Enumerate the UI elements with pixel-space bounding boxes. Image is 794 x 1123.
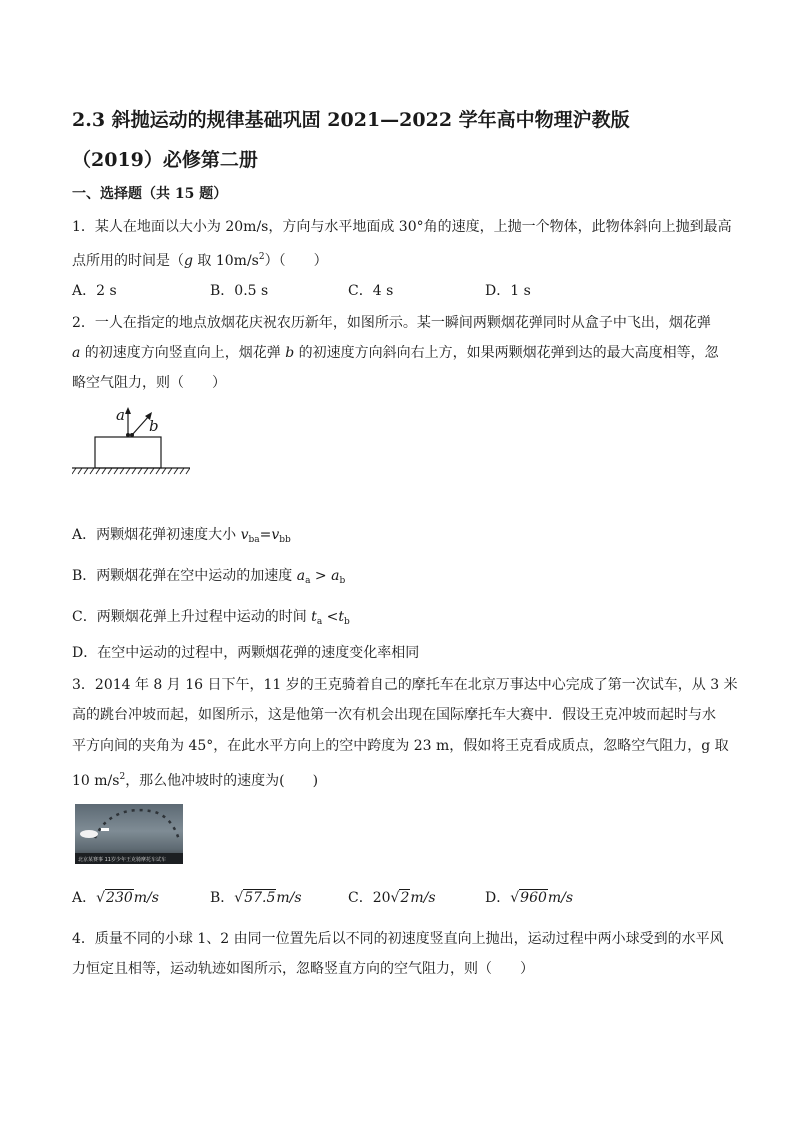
- q1-text-part: 点所用的时间是（: [72, 253, 184, 269]
- q2-t-symbol: t: [311, 609, 317, 625]
- fireworks-diagram: [72, 398, 190, 480]
- q2-option-d[interactable]: D．在空中运动的过程中，两颗烟花弹的速度变化率相同: [72, 645, 420, 661]
- q2-symbol-a: a: [72, 345, 81, 361]
- q3-option-b[interactable]: [210, 887, 302, 907]
- q2-subscript: a: [305, 576, 311, 586]
- q2-a-symbol: a: [331, 568, 340, 584]
- ground-hatching: [72, 468, 190, 474]
- section-heading: 一、选择题（共 15 题）: [72, 186, 228, 202]
- arrowhead-a: [125, 407, 131, 414]
- q3-text-line3: 平方向间的夹角为 45°，在此水平方向上的空中跨度为 23 m，假如将王克看成质点，忽略空气阻力，g 取: [72, 738, 729, 754]
- q2-option-c[interactable]: [72, 607, 732, 632]
- label-b: b: [149, 417, 159, 435]
- sqrt-symbol: √57.5: [234, 890, 276, 906]
- q2-option-a[interactable]: [72, 525, 732, 550]
- q3-option-c[interactable]: [348, 887, 436, 907]
- q3-text-line4: [72, 767, 732, 791]
- unit: m/s: [276, 890, 302, 906]
- q3-option-label: A．: [72, 890, 97, 906]
- q1-option-d[interactable]: D．1 s: [485, 283, 531, 299]
- q2-option-c-text: C．两颗烟花弹上升过程中运动的时间: [72, 609, 312, 625]
- radicand: 57.5: [244, 890, 276, 906]
- q2-text-line3: 略空气阻力，则（ ）: [72, 375, 226, 391]
- q1-text-part: ）（ ）: [264, 253, 328, 269]
- q2-a-symbol: a: [296, 568, 306, 584]
- q1-option-a[interactable]: A．2 s: [72, 283, 117, 299]
- velocity-arrow-b: [132, 416, 149, 435]
- q2-option-b[interactable]: [72, 566, 732, 591]
- unit: m/s: [410, 890, 436, 906]
- q2-equals: =: [259, 527, 272, 543]
- q2-v-symbol: v: [271, 527, 280, 543]
- jump-trajectory: [95, 810, 179, 840]
- q2-subscript: a: [316, 617, 323, 627]
- q2-v-symbol: v: [240, 527, 249, 543]
- q3-option-a[interactable]: [72, 887, 159, 907]
- q1-option-c[interactable]: C．4 s: [348, 283, 394, 299]
- q2-t-symbol: t: [338, 609, 345, 625]
- q3-option-label: C．20: [348, 890, 391, 906]
- document-title-line1: 2.3 斜抛运动的规律基础巩固 2021—2022 学年高中物理沪教版: [72, 109, 630, 131]
- q2-symbol-b: b: [285, 345, 295, 361]
- photo-caption: 北京某赛事 11岁少年王克骑摩托车试车: [78, 857, 166, 863]
- light-spot: [80, 830, 98, 838]
- q3-text-line2: 高的跳台冲坡而起，如图所示，这是他第一次有机会出现在国际摩托车大赛中．假设王克冲坡而起时与水: [72, 707, 716, 723]
- q2-subscript: b: [339, 576, 346, 586]
- q4-text-line2: 力恒定且相等，运动轨迹如图所示，忽略竖直方向的空气阻力，则（ ）: [72, 961, 534, 977]
- q1-text-part: 取 10m/s: [192, 253, 259, 269]
- q2-option-b-text: B．两颗烟花弹在空中运动的加速度: [72, 568, 297, 584]
- q1-superscript: 2: [258, 252, 265, 262]
- q2-subscript: bb: [279, 535, 291, 545]
- sqrt-symbol: √960: [510, 890, 547, 906]
- document-title-line2: （2019）必修第二册: [72, 149, 258, 171]
- q1-text-line2: [72, 247, 732, 271]
- sqrt-symbol: √2: [390, 890, 410, 906]
- q3-option-d[interactable]: [485, 887, 573, 907]
- q2-operator: <: [322, 609, 339, 625]
- q2-subscript: ba: [248, 535, 260, 545]
- radicand: 960: [520, 890, 547, 906]
- q2-text-line1: 2．一人在指定的地点放烟花庆祝农历新年，如图所示。某一瞬间两颗烟花弹同时从盒子中飞出，烟花弹: [72, 315, 711, 331]
- q3-option-label: D．: [485, 890, 511, 906]
- box-shape: [95, 437, 161, 468]
- unit: m/s: [133, 890, 159, 906]
- q2-option-a-text: A．两颗烟花弹初速度大小: [72, 527, 241, 543]
- q3-superscript: 2: [119, 772, 126, 782]
- photo-content: [75, 804, 183, 864]
- q2-text-part: 的初速度方向竖直向上，烟花弹: [80, 345, 286, 361]
- unit: m/s: [547, 890, 574, 906]
- light-spot: [101, 828, 109, 831]
- label-a: a: [116, 406, 125, 424]
- radicand: 230: [106, 890, 133, 906]
- q1-text-line1: 1．某人在地面以大小为 20m/s，方向与水平地面成 30°角的速度，上抛一个物体，此物体斜向上抛到最高: [72, 219, 732, 235]
- q3-text-part: ，那么他冲坡时的速度为( ): [125, 773, 319, 789]
- radicand: 2: [400, 890, 410, 906]
- q2-subscript: b: [344, 617, 350, 627]
- motorcycle-jump-photo: [75, 804, 183, 864]
- q3-option-label: B．: [210, 890, 235, 906]
- q1-option-b[interactable]: B．0.5 s: [210, 283, 269, 299]
- q3-text-line1: 3．2014 年 8 月 16 日下午，11 岁的王克骑着自己的摩托车在北京万事达中心完成了第一次试车，从 3 米: [72, 677, 738, 693]
- q3-text-part: 10 m/s: [72, 773, 120, 789]
- sqrt-symbol: √230: [96, 890, 133, 906]
- q4-text-line1: 4．质量不同的小球 1、2 由同一位置先后以不同的初速度竖直向上抛出，运动过程中两小球受到的水平风: [72, 931, 724, 947]
- q2-operator: >: [310, 568, 332, 584]
- q2-text-part: 的初速度方向斜向右上方，如果两颗烟花弹到达的最大高度相等，忽: [294, 345, 719, 361]
- q2-text-line2: [72, 343, 732, 363]
- q1-g-symbol: g: [184, 253, 193, 269]
